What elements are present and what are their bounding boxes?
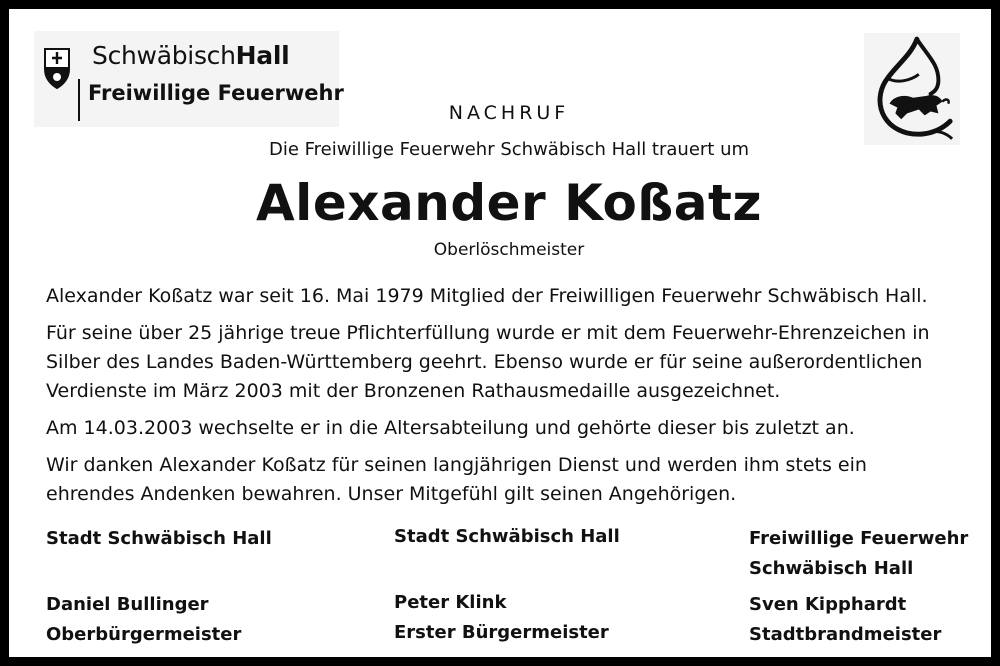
deceased-rank: Oberlöschmeister (433, 240, 585, 260)
fire-brigade-emblem (864, 33, 960, 145)
obituary-heading: NACHRUF (448, 102, 570, 124)
signature-fire-chief (749, 524, 969, 645)
brand-name-bold: Hall (235, 41, 290, 70)
text-line: Für seine über 25 jährige treue Pflichterfüllung wurde er mit dem Feuerwehr-Ehrenzeichen in (46, 322, 930, 344)
signature-title: Oberbürgermeister (46, 624, 242, 645)
flame-lion-icon (868, 35, 956, 141)
signature-title: Stadtbrandmeister (749, 624, 942, 645)
signature-person (394, 588, 609, 648)
paragraph-thanks (46, 451, 981, 509)
signature-person (46, 590, 241, 650)
signature-title: Erster Bürgermeister (394, 622, 609, 643)
city-crest-icon (44, 47, 70, 89)
signature-mayor (46, 524, 272, 645)
signature-org: Stadt Schwäbisch Hall (394, 526, 620, 547)
signature-org: Freiwillige Feuerwehr (749, 528, 969, 549)
signature-person (749, 590, 941, 650)
intro-line: Die Freiwillige Feuerwehr Schwäbisch Hall trauert um (268, 139, 750, 160)
paragraph-retirement (46, 414, 981, 443)
obituary-body (46, 282, 981, 517)
text-line: ehrendes Andenken bewahren. Unser Mitgefühl gilt seinen Angehörigen. (46, 483, 737, 505)
text-line: Wir danken Alexander Koßatz für seinen langjährigen Dienst und werden ihm stets ein (46, 454, 867, 476)
signature-deputy-mayor (394, 522, 620, 643)
signature-name: Daniel Bullinger (46, 594, 209, 615)
paragraph-honors (46, 319, 981, 406)
brand-name (92, 41, 289, 70)
signature-org-line2: Schwäbisch Hall (749, 558, 914, 579)
paragraph-membership (46, 282, 981, 311)
signature-name: Peter Klink (394, 592, 507, 613)
text-line: Silber des Landes Baden-Württemberg geehrt. Ebenso wurde er für seine außerordentlichen (46, 351, 923, 373)
text-line: Alexander Koßatz war seit 16. Mai 1979 Mitglied der Freiwilligen Feuerwehr Schwäbisch Hall. (46, 285, 928, 307)
signature-org: Stadt Schwäbisch Hall (46, 528, 272, 549)
signature-name: Sven Kipphardt (749, 594, 907, 615)
deceased-name: Alexander Koßatz (255, 174, 763, 232)
text-line: Am 14.03.2003 wechselte er in die Altersabteilung und gehörte dieser bis zuletzt an. (46, 417, 855, 439)
brand-name-light: Schwäbisch (92, 41, 236, 70)
brand-subtitle: Freiwillige Feuerwehr (88, 81, 344, 105)
text-line: Verdienste im März 2003 mit der Bronzenen Rathausmedaille ausgezeichnet. (46, 380, 781, 402)
